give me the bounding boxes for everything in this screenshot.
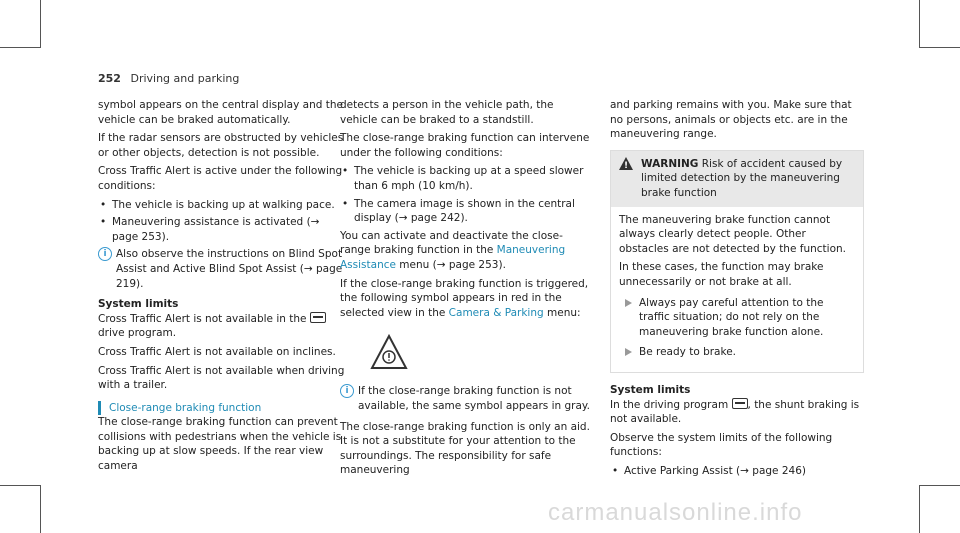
instruction: Be ready to brake.	[619, 345, 855, 360]
column-2	[340, 98, 590, 482]
crop-mark	[0, 485, 40, 486]
car-drive-program-icon	[310, 312, 326, 323]
section-title: Close-range braking function	[98, 401, 348, 416]
text: menu:	[547, 306, 581, 319]
paragraph: In these cases, the function may brake unnecessarily or not brake at all.	[619, 261, 824, 288]
warning-box	[610, 150, 864, 373]
paragraph: The close-range braking function can prevent collisions with pedestrians when the vehicle is backing up at slow speeds. If the rear view camera	[98, 416, 342, 473]
note	[98, 247, 348, 291]
camera-parking-link[interactable]: Camera & Parking	[448, 306, 544, 319]
paragraph: Cross Traffic Alert is not available when driving with a trailer.	[98, 364, 345, 392]
instruction: Always pay careful attention to the traffic situation; do not rely on the maneuvering brake function alone.	[619, 296, 855, 340]
section-heading: System limits	[98, 298, 179, 311]
warning-body	[611, 207, 863, 372]
crop-mark	[919, 485, 920, 533]
paragraph: The close-range braking function is only an aid. It is not a substitute for your attention to the surroundings. The responsibility for safe maneuvering	[340, 420, 590, 477]
list-item: • The vehicle is backing up at walking pace.	[98, 198, 348, 213]
paragraph	[340, 229, 590, 273]
note-text: Also observe the instructions on Blind Spot Assist and Active Blind Spot Assist (→ page 219).	[116, 248, 343, 290]
note	[340, 384, 590, 413]
paragraph	[610, 398, 864, 427]
crop-mark	[40, 485, 41, 533]
list-item: • Active Parking Assist (→ page 246)	[610, 464, 864, 479]
brake-warning-icon	[370, 334, 408, 370]
section-heading: System limits	[610, 383, 691, 396]
paragraph: Observe the system limits of the following functions:	[610, 431, 833, 459]
paragraph: detects a person in the vehicle path, the vehicle can be braked to a standstill.	[340, 99, 554, 126]
warning-label: WARNING	[641, 157, 699, 170]
text: You can activate and deactivate the close-range braking function in the	[340, 229, 563, 257]
text: In the driving program	[610, 398, 729, 411]
page-header	[98, 72, 239, 85]
maneuvering-assistance-link[interactable]: Maneuvering Assistance	[340, 244, 566, 271]
text: If the close-range braking function is triggered, the following symbol appears in red in the selected view in the	[340, 277, 589, 319]
crop-mark	[920, 47, 960, 48]
paragraph: If the radar sensors are obstructed by vehicles or other objects, detection is not possible.	[98, 132, 344, 159]
text: menu (→ page 253).	[399, 258, 506, 271]
warning-triangle-icon: !	[619, 157, 633, 170]
warning-header	[611, 151, 863, 207]
list-item: • The camera image is shown in the central display (→ page 242).	[340, 197, 590, 226]
crop-mark	[920, 485, 960, 486]
chapter-title: Driving and parking	[130, 72, 240, 85]
paragraph: The close-range braking function can intervene under the following conditions:	[340, 132, 590, 159]
crop-mark	[0, 47, 40, 48]
warning-heading: Risk of accident caused by limited detection by the maneuvering brake function	[641, 157, 843, 199]
text: , the shunt braking is not available.	[610, 398, 860, 426]
paragraph	[98, 312, 348, 341]
page-number: 252	[98, 72, 121, 85]
paragraph: symbol appears on the central display and the vehicle can be braked automatically.	[98, 99, 343, 126]
column-3	[610, 98, 864, 481]
text: Cross Traffic Alert is not available in the	[98, 312, 307, 325]
paragraph: Cross Traffic Alert is not available on inclines.	[98, 345, 336, 358]
paragraph: The maneuvering brake function cannot always clearly detect people. Other obstacles are not detected by the function.	[619, 213, 846, 255]
list-item: • Maneuvering assistance is activated (→ page 253).	[98, 215, 348, 244]
list-item: • The vehicle is backing up at a speed slower than 6 mph (10 km/h).	[340, 164, 590, 193]
info-icon: i	[340, 384, 354, 398]
paragraph: Cross Traffic Alert is active under the following conditions:	[98, 165, 343, 192]
note-text: If the close-range braking function is not available, the same symbol appears in gray.	[358, 385, 590, 412]
watermark: carmanualsonline.info	[548, 499, 803, 526]
info-icon: i	[98, 247, 112, 261]
paragraph: and parking remains with you. Make sure that no persons, animals or objects etc. are in the maneuvering range.	[610, 99, 852, 141]
car-drive-program-icon	[732, 398, 748, 409]
text: drive program.	[98, 327, 177, 340]
crop-mark	[40, 0, 41, 48]
crop-mark	[919, 0, 920, 48]
paragraph	[340, 277, 590, 321]
column-1	[98, 98, 348, 478]
